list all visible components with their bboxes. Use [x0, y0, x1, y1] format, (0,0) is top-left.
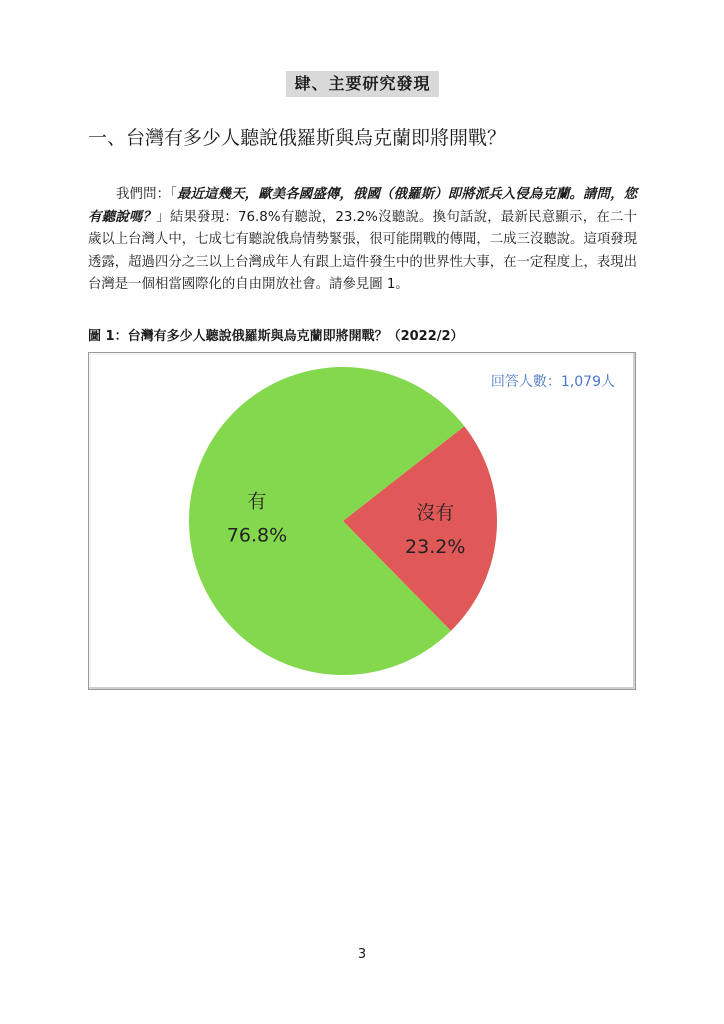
pie-label-yes: 有 [247, 490, 267, 513]
pie-value-no: 23.2% [405, 536, 466, 559]
sample-size-note: 回答人數：1,079人 [490, 374, 615, 390]
survey-question-quote: 最近這幾天，歐美各國盛傳，俄國（俄羅斯）即將派兵入侵烏克蘭。請問，您有聽說嗎？ [88, 187, 637, 225]
body-paragraph [88, 184, 637, 297]
chapter-title: 肆、主要研究發現 [286, 71, 439, 97]
pie-value-yes: 76.8% [226, 524, 288, 547]
figure-caption: 圖 1：台灣有多少人聽說俄羅斯與烏克蘭即將開戰？（2022/2） [88, 329, 464, 344]
pie-chart [89, 353, 635, 689]
paragraph-lead: 我們問：「 [116, 187, 177, 203]
section-heading: 一、台灣有多少人聽說俄羅斯與烏克蘭即將開戰？ [88, 127, 507, 149]
page-number: 3 [357, 947, 367, 962]
pie-label-no: 沒有 [416, 502, 455, 525]
figure-frame [88, 352, 636, 690]
paragraph-body: 」結果發現：76.8%有聽說，23.2%沒聽說。換句話說，最新民意顯示，在二十歲以上台灣人中，七成七有聽說俄烏情勢緊張，很可能開戰的傳聞，二成三沒聽說。這項發現透露，超過四分之三以上台灣成年人有跟上這件發生中的世界性大事，在一定程度上，表現出台灣是一個相當國際化的自由開放社會。請參見圖 1。 [88, 209, 638, 293]
